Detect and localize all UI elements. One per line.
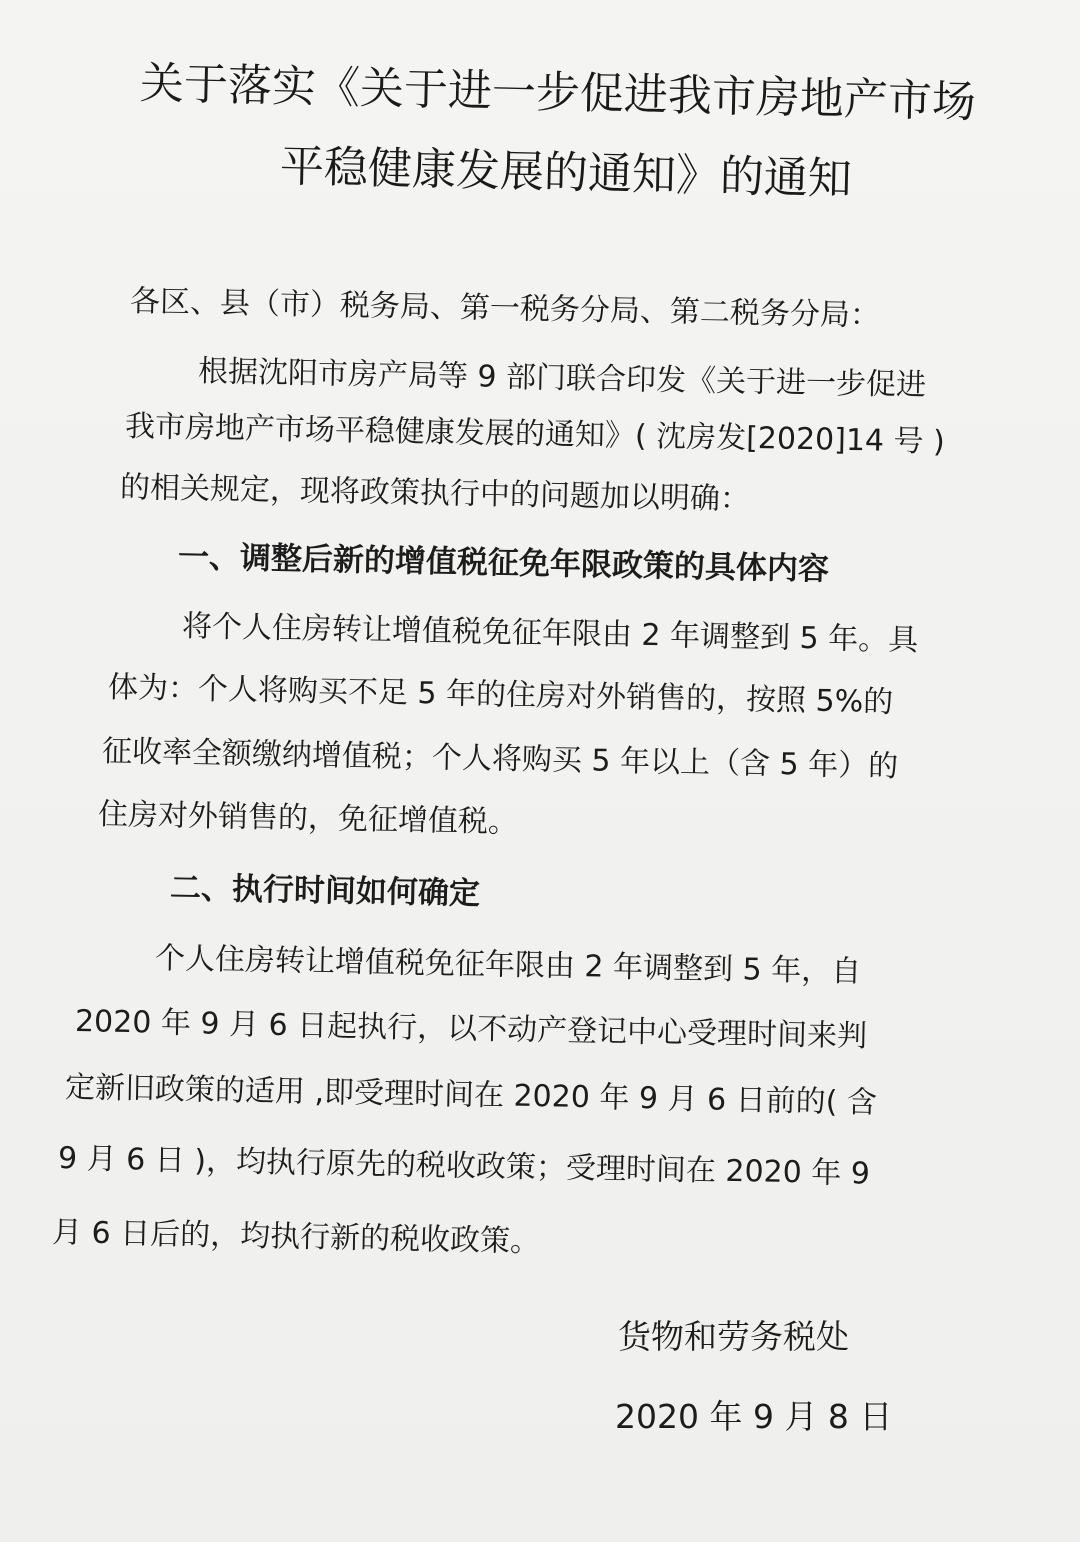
section-2-line-2: 2020 年 9 月 6 日起执行，以不动产登记中心受理时间来判 — [74, 1004, 868, 1055]
document-title-line-1: 关于落实《关于进一步促进我市房地产市场 — [139, 58, 977, 128]
section-2-line-5: 月 6 日后的，均执行新的税收政策。 — [51, 1215, 541, 1260]
section-2-heading: 二、执行时间如何确定 — [169, 870, 481, 912]
section-2-line-1: 个人住房转让增值税免征年限由 2 年调整到 5 年，自 — [154, 941, 862, 990]
section-2-line-4: 9 月 6 日 )，均执行原先的税收政策；受理时间在 2020 年 9 — [57, 1141, 871, 1192]
intro-line-2: 我市房地产市场平稳健康发展的通知》( 沈房发[2020]14 号 ) — [124, 409, 946, 460]
section-2-line-3: 定新旧政策的适用 ,即受理时间在 2020 年 9 月 6 日前的( 含 — [64, 1070, 878, 1121]
salutation: 各区、县（市）税务局、第一税务分局、第二税务分局： — [129, 284, 881, 334]
section-1-heading: 一、调整后新的增值税征免年限政策的具体内容 — [177, 539, 830, 588]
signature-department: 货物和劳务税处 — [618, 1317, 849, 1356]
section-1-line-2: 体为：个人将购买不足 5 年的住房对外销售的，按照 5%的 — [107, 670, 894, 721]
section-1-line-3: 征收率全额缴纳增值税；个人将购买 5 年以上（含 5 年）的 — [101, 734, 899, 785]
intro-line-3: 的相关规定，现将政策执行中的问题加以明确： — [119, 470, 751, 518]
document-title-line-2: 平稳健康发展的通知》的通知 — [279, 141, 853, 205]
signature-date: 2020 年 9 月 8 日 — [615, 1397, 893, 1436]
intro-line-1: 根据沈阳市房产局等 9 部门联合印发《关于进一步促进 — [197, 354, 927, 403]
section-1-line-1: 将个人住房转让增值税免征年限由 2 年调整到 5 年。具 — [181, 609, 919, 659]
section-1-line-4: 住房对外销售的，免征增值税。 — [97, 797, 519, 841]
